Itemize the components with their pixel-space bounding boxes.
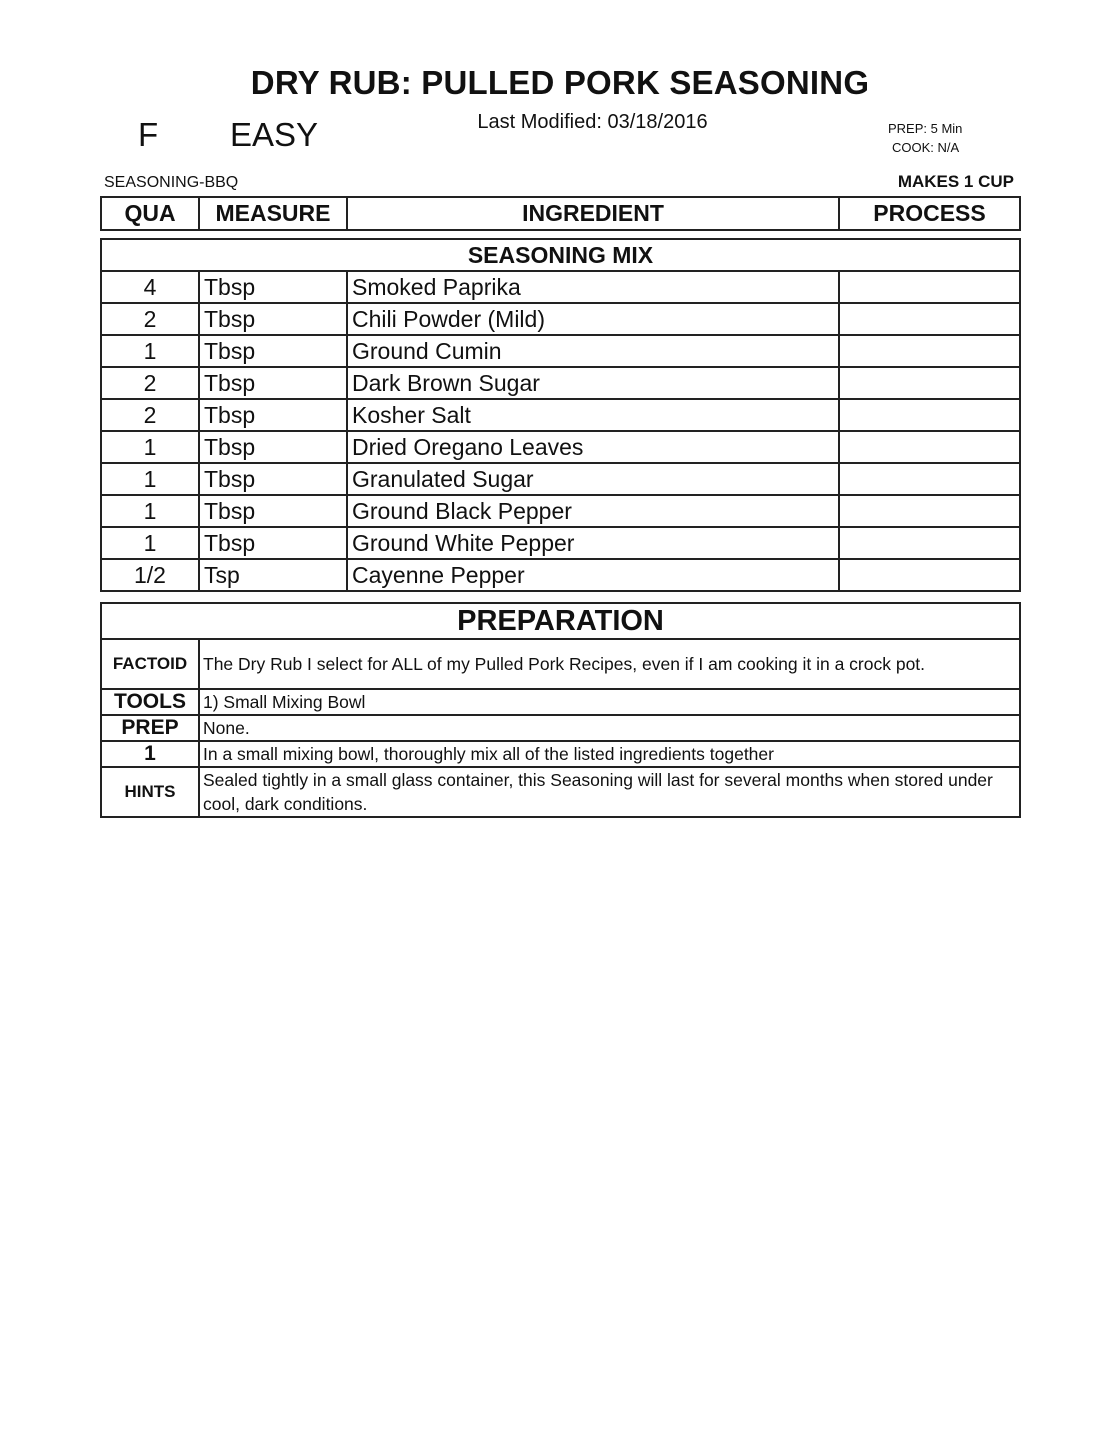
hints-text: Sealed tightly in a small glass container, this Seasoning will last for several months when stored under cool, dark conditions. [199,767,1020,817]
preparation-table [100,602,1021,818]
ingredient-qty: 2 [101,367,199,399]
ingredient-row [101,367,1020,399]
ingredient-row [101,399,1020,431]
ingredient-measure: Tbsp [199,495,347,527]
ingredient-measure: Tbsp [199,431,347,463]
hints-label: HINTS [101,767,199,817]
prep-time: PREP: 5 Min [888,121,963,136]
tools-label: TOOLS [101,689,199,715]
ingredient-qty: 1 [101,463,199,495]
recipe-title: DRY RUB: PULLED PORK SEASONING [250,64,870,101]
ingredient-process [839,495,1020,527]
ingredient-process [839,271,1020,303]
ingredient-measure: Tbsp [199,335,347,367]
factoid-row [101,639,1020,689]
ingredient-row [101,463,1020,495]
ingredient-qty: 1 [101,431,199,463]
section-title-seasoning-mix: SEASONING MIX [101,239,1020,271]
ingredient-name: Ground Cumin [347,335,839,367]
recipe-yield: MAKES 1 CUP [897,172,1014,191]
ingredient-qty: 4 [101,271,199,303]
ingredient-measure: Tbsp [199,271,347,303]
ingredient-measure: Tbsp [199,463,347,495]
ingredient-process [839,431,1020,463]
ingredient-measure: Tbsp [199,367,347,399]
ingredient-process [839,559,1020,591]
ingredient-qty: 1 [101,527,199,559]
cook-time: COOK: N/A [892,140,960,155]
recipe-grade: F [138,116,159,153]
ingredient-row [101,431,1020,463]
preparation-title: PREPARATION [101,603,1020,639]
ingredient-qty: 2 [101,399,199,431]
column-header-row [101,197,1020,230]
ingredient-name: Chili Powder (Mild) [347,303,839,335]
column-header-ingredient: INGREDIENT [347,197,839,230]
ingredient-name: Dried Oregano Leaves [347,431,839,463]
ingredient-row [101,271,1020,303]
tools-text: 1) Small Mixing Bowl [199,689,1020,715]
ingredient-name: Dark Brown Sugar [347,367,839,399]
column-header-measure: MEASURE [199,197,347,230]
ingredient-measure: Tsp [199,559,347,591]
column-header-qty: QUA [101,197,199,230]
ingredient-qty: 1 [101,495,199,527]
tools-row [101,689,1020,715]
ingredient-process [839,399,1020,431]
last-modified-date: Last Modified: 03/18/2016 [477,111,708,133]
ingredient-name: Granulated Sugar [347,463,839,495]
hints-row [101,767,1020,817]
ingredient-name: Ground White Pepper [347,527,839,559]
ingredient-row [101,495,1020,527]
step-number: 1 [101,741,199,767]
column-header-process: PROCESS [839,197,1020,230]
ingredient-row [101,559,1020,591]
ingredient-measure: Tbsp [199,399,347,431]
ingredient-measure: Tbsp [199,527,347,559]
ingredient-process [839,335,1020,367]
ingredient-process [839,367,1020,399]
column-header-table [100,196,1021,231]
ingredient-process [839,463,1020,495]
ingredient-row [101,303,1020,335]
preparation-title-row [101,603,1020,639]
ingredient-qty: 1 [101,335,199,367]
prep-text: None. [199,715,1020,741]
ingredient-name: Kosher Salt [347,399,839,431]
ingredient-name: Cayenne Pepper [347,559,839,591]
step-row [101,741,1020,767]
recipe-category: SEASONING-BBQ [104,174,239,191]
factoid-text: The Dry Rub I select for ALL of my Pulled Pork Recipes, even if I am cooking it in a crock pot. [199,639,1020,689]
step-text: In a small mixing bowl, thoroughly mix all of the listed ingredients together [199,741,1020,767]
ingredient-row [101,335,1020,367]
ingredient-measure: Tbsp [199,303,347,335]
ingredient-process [839,527,1020,559]
recipe-difficulty: EASY [230,116,319,153]
prep-row [101,715,1020,741]
ingredient-qty: 2 [101,303,199,335]
ingredients-table [100,238,1021,592]
ingredient-name: Smoked Paprika [347,271,839,303]
factoid-label: FACTOID [101,639,199,689]
prep-label: PREP [101,715,199,741]
ingredient-qty: 1/2 [101,559,199,591]
ingredient-name: Ground Black Pepper [347,495,839,527]
ingredient-row [101,527,1020,559]
ingredient-process [839,303,1020,335]
section-title-row [101,239,1020,271]
